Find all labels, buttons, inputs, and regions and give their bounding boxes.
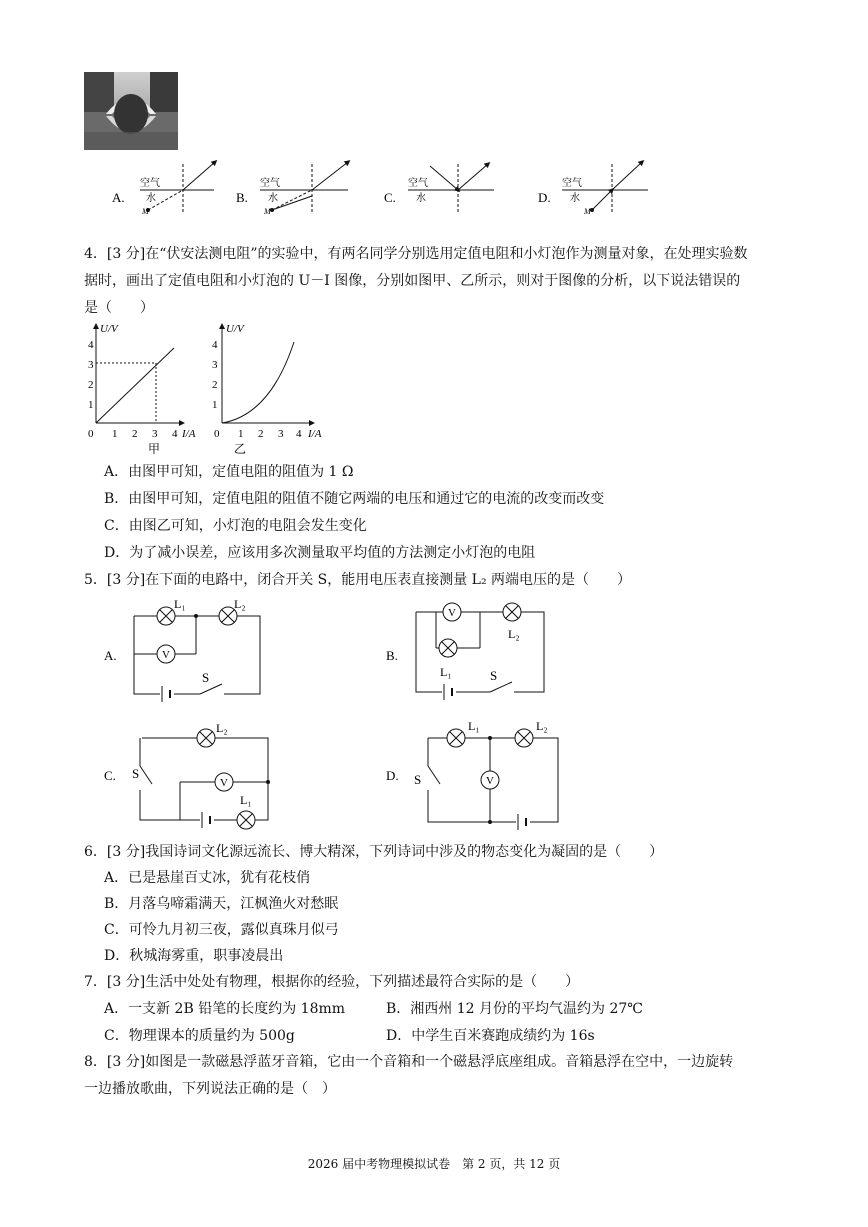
q6-option-a: A．已是悬崖百丈冰，犹有花枝俏 [104, 870, 311, 886]
svg-text:S: S [202, 670, 210, 685]
svg-text:M: M [264, 207, 271, 214]
q4-option-a: A．由图甲可知，定值电阻的阻值为 1 Ω [104, 464, 354, 480]
q7-option-c: C．物理课本的质量约为 500g [104, 1028, 295, 1044]
svg-text:S: S [414, 772, 422, 787]
svg-text:水: 水 [146, 193, 156, 204]
svg-text:L₂: L₂ [234, 597, 246, 611]
q3-diagram-c [408, 164, 494, 214]
svg-text:水: 水 [268, 193, 278, 204]
svg-text:C.: C. [104, 768, 116, 783]
svg-text:V: V [162, 649, 170, 661]
q4-stem-line1: 4．[3 分]在“伏安法测电阻”的实验中，有两名同学分别选用定值电阻和小灯泡作为测量对象，在处理实验数 [84, 246, 748, 262]
q4-stem-line3: 是（ ） [84, 300, 154, 316]
svg-text:A.: A. [104, 648, 117, 663]
svg-text:3: 3 [212, 359, 218, 371]
svg-text:M: M [584, 207, 591, 214]
svg-text:甲: 甲 [148, 442, 161, 456]
q3-option-d-label: D. [538, 190, 551, 205]
svg-text:V: V [486, 775, 494, 787]
svg-text:S: S [132, 766, 140, 781]
circuit-a [104, 597, 260, 702]
svg-text:3: 3 [278, 428, 284, 440]
svg-text:2: 2 [88, 379, 94, 391]
svg-text:B.: B. [386, 648, 398, 663]
svg-text:0: 0 [88, 428, 94, 440]
svg-text:空气: 空气 [260, 178, 280, 189]
q6-option-b: B．月落乌啼霜满天，江枫渔火对愁眠 [104, 896, 339, 912]
svg-text:3: 3 [152, 428, 158, 440]
svg-text:空气: 空气 [140, 178, 160, 189]
svg-text:乙: 乙 [234, 442, 247, 456]
q4-graph-jia [84, 320, 214, 460]
q3-option-b-label: B. [236, 190, 248, 205]
svg-text:1: 1 [112, 428, 118, 440]
svg-text:D.: D. [386, 768, 399, 783]
svg-text:1: 1 [88, 399, 94, 411]
q3-diagram-b [260, 162, 348, 214]
svg-text:水: 水 [570, 193, 580, 204]
circuit-b [386, 603, 544, 700]
svg-text:I/A: I/A [182, 428, 196, 440]
svg-text:L₂: L₂ [508, 627, 520, 641]
circuit-c [104, 721, 270, 829]
q3-diagram-a [140, 162, 215, 214]
svg-text:L₂: L₂ [216, 721, 228, 735]
circuit-d [386, 719, 558, 830]
q3-option-a-label: A. [112, 190, 125, 205]
svg-text:S: S [490, 668, 498, 683]
q5-stem: 5．[3 分]在下面的电路中，闭合开关 S，能用电压表直接测量 L₂ 两端电压的是（ ） [84, 572, 632, 588]
svg-text:4: 4 [296, 428, 302, 440]
svg-text:M: M [142, 207, 149, 214]
q8-stem-line1: 8．[3 分]如图是一款磁悬浮蓝牙音箱，它由一个音箱和一个磁悬浮底座组成。音箱悬浮在空中，一边旋转 [84, 1054, 734, 1070]
svg-text:3: 3 [88, 359, 94, 371]
q4-graph-yi [200, 320, 340, 460]
svg-text:L₂: L₂ [536, 719, 548, 733]
q3-option-c-label: C. [384, 190, 396, 205]
q4-stem-line2: 据时，画出了定值电阻和小灯泡的 U－I 图像，分别如图甲、乙所示，则对于图像的分析，以下说法错误的 [84, 273, 741, 289]
svg-text:I/A: I/A [308, 428, 322, 440]
svg-text:V: V [220, 777, 228, 789]
svg-text:1: 1 [238, 428, 244, 440]
bridge-photo [84, 72, 178, 150]
q6-stem: 6．[3 分]我国诗词文化源远流长、博大精深，下列诗词中涉及的物态变化为凝固的是（ ） [84, 844, 664, 860]
svg-text:4: 4 [88, 339, 94, 351]
q7-option-a: A．一支新 2B 铅笔的长度约为 18mm [104, 1001, 346, 1017]
svg-text:1: 1 [212, 399, 218, 411]
q8-stem-line2: 一边播放歌曲，下列说法正确的是（ ） [84, 1081, 336, 1097]
q3-diagram-d [562, 162, 648, 214]
svg-text:0: 0 [214, 428, 220, 440]
q6-option-d: D．秋城海雾重，职事凌晨出 [104, 948, 284, 964]
q7-option-d: D．中学生百米赛跑成绩约为 16s [386, 1028, 595, 1044]
svg-text:2: 2 [212, 379, 218, 391]
svg-text:水: 水 [416, 193, 426, 204]
page-footer: 2026 届中考物理模拟试卷 第 2 页，共 12 页 [307, 1157, 561, 1171]
q7-option-b: B．湘西州 12 月份的平均气温约为 27℃ [386, 1001, 643, 1017]
svg-text:L₁: L₁ [240, 793, 252, 807]
q5-circuits [100, 596, 580, 836]
q4-option-c: C．由图乙可知，小灯泡的电阻会发生变化 [104, 518, 367, 534]
svg-text:L₁: L₁ [440, 665, 452, 679]
svg-text:2: 2 [132, 428, 138, 440]
q6-option-c: C．可怜九月初三夜，露似真珠月似弓 [104, 922, 339, 938]
svg-text:4: 4 [172, 428, 178, 440]
q4-option-d: D．为了减小误差，应该用多次测量取平均值的方法测定小灯泡的电阻 [104, 545, 536, 561]
svg-text:U/V: U/V [226, 323, 244, 335]
q4-option-b: B．由图甲可知，定值电阻的阻值不随它两端的电压和通过它的电流的改变而改变 [104, 491, 605, 507]
svg-text:空气: 空气 [408, 178, 428, 189]
svg-text:4: 4 [212, 339, 218, 351]
svg-text:V: V [448, 607, 456, 619]
svg-text:U/V: U/V [100, 323, 118, 335]
q3-options-diagrams [100, 158, 780, 214]
svg-text:L₁: L₁ [468, 719, 480, 733]
q7-stem: 7．[3 分]生活中处处有物理，根据你的经验，下列描述最符合实际的是（ ） [84, 974, 580, 990]
svg-text:2: 2 [258, 428, 264, 440]
svg-text:空气: 空气 [562, 178, 582, 189]
svg-text:L₁: L₁ [174, 597, 186, 611]
